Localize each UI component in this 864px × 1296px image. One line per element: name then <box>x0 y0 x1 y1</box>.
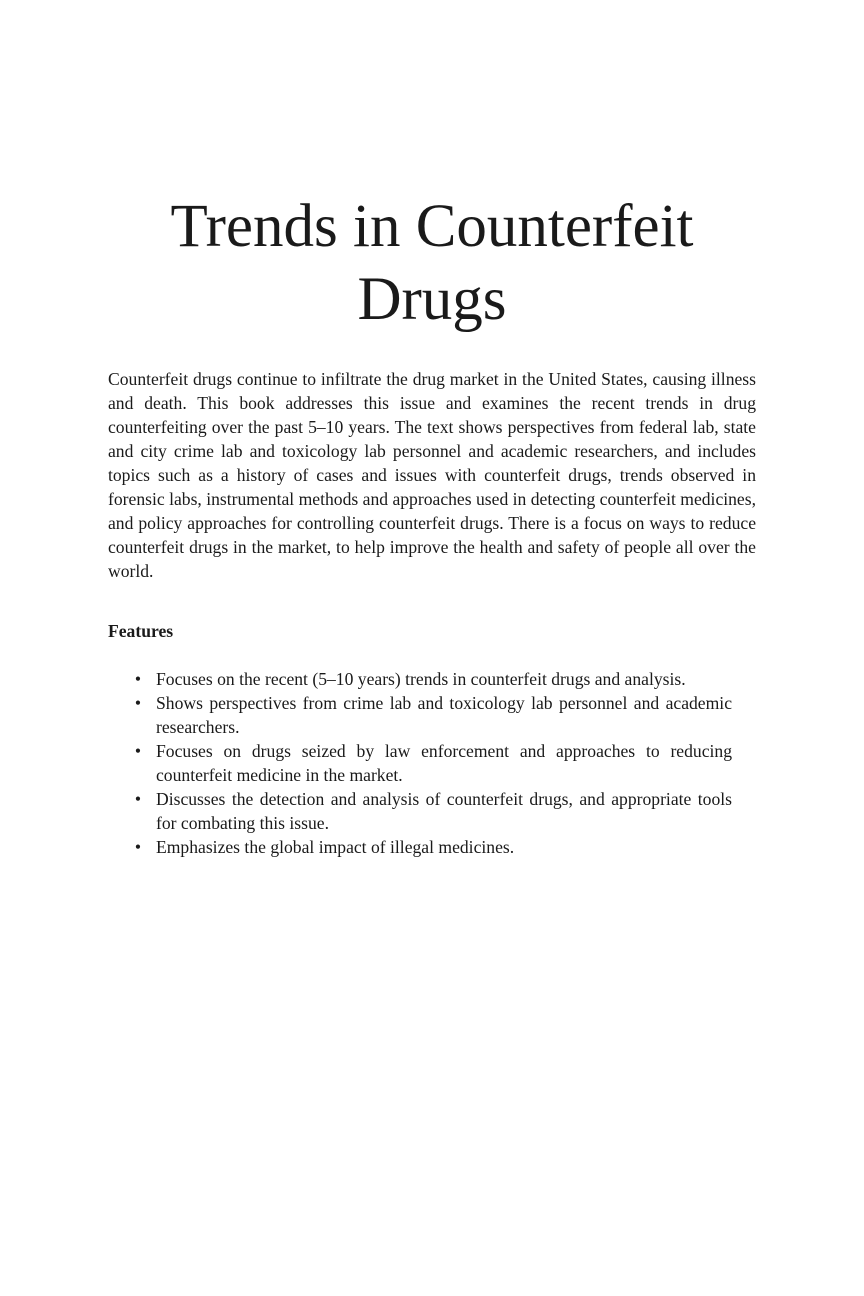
book-title-line-2: Drugs <box>357 266 507 333</box>
bullet-icon: • <box>134 669 142 689</box>
features-list <box>134 667 732 859</box>
bullet-icon: • <box>134 789 142 809</box>
book-title-line-1: Trends in Counterfeit <box>170 193 694 260</box>
bullet-icon: • <box>134 837 142 857</box>
feature-text: Focuses on the recent (5–10 years) trends in counterfeit drugs and analysis. <box>156 669 686 689</box>
book-title <box>0 190 864 336</box>
book-description: Counterfeit drugs continue to infiltrate the drug market in the United States, causing illness and death. This book addresses this issue and examines the recent trends in drug counterfeiting over the past 5–10 years. The text shows perspectives from federal lab, state and city crime lab and toxicology lab personnel and academic researchers, and includes topics such as a history of cases and issues with counterfeit drugs, trends observed in forensic labs, instrumental methods and approaches used in detecting counterfeit medicines, and policy approaches for controlling counterfeit drugs. There is a focus on ways to reduce counterfeit drugs in the market, to help improve the health and safety of people all over the world. <box>108 369 756 581</box>
features-heading: Features <box>108 621 174 641</box>
feature-text: Focuses on drugs seized by law enforcement and approaches to reducing counterfeit medicine in the market. <box>156 741 732 785</box>
feature-item <box>134 739 732 787</box>
feature-text: Discusses the detection and analysis of counterfeit drugs, and appropriate tools for combating this issue. <box>156 789 732 833</box>
feature-item <box>134 835 732 859</box>
feature-text: Shows perspectives from crime lab and toxicology lab personnel and academic researchers. <box>156 693 732 737</box>
feature-item <box>134 691 732 739</box>
bullet-icon: • <box>134 693 142 713</box>
feature-text: Emphasizes the global impact of illegal medicines. <box>156 837 515 857</box>
feature-item <box>134 667 732 691</box>
feature-item <box>134 787 732 835</box>
bullet-icon: • <box>134 741 142 761</box>
